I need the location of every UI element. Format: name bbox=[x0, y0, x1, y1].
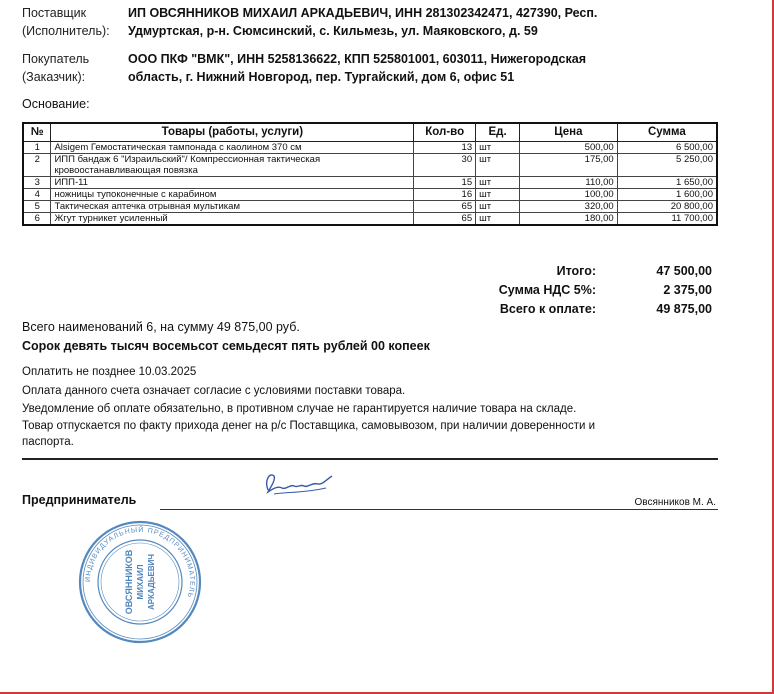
table-row bbox=[23, 141, 717, 153]
stamp-ring-text: ИНДИВИДУАЛЬНЫЙ ПРЕДПРИНИМАТЕЛЬ bbox=[84, 526, 196, 599]
payment-deadline: Оплатить не позднее 10.03.2025 bbox=[22, 366, 197, 378]
table-row bbox=[23, 200, 717, 212]
cell-price: 110,00 bbox=[520, 176, 618, 188]
signature-line bbox=[160, 509, 718, 510]
cell-qty: 16 bbox=[414, 188, 476, 200]
cell-qty: 13 bbox=[414, 141, 476, 153]
signer-name: Овсянников М. А. bbox=[634, 497, 716, 508]
cell-qty: 65 bbox=[414, 212, 476, 225]
cell-sum: 6 500,00 bbox=[617, 141, 717, 153]
totals-block bbox=[440, 262, 718, 319]
cell-name: Жгут турникет усиленный bbox=[51, 212, 414, 225]
supplier-value-line1: ИП ОВСЯННИКОВ МИХАИЛ АРКАДЬЕВИЧ, ИНН 281302342471, 427390, Респ. bbox=[128, 6, 598, 20]
stamp-center-line3: АРКАДЬЕВИЧ bbox=[147, 553, 156, 611]
cell-price: 100,00 bbox=[520, 188, 618, 200]
summary-amount-words: Сорок девять тысяч восемьсот семьдесят пять рублей 00 копеек bbox=[22, 339, 430, 353]
cell-qty: 65 bbox=[414, 200, 476, 212]
table-row bbox=[23, 188, 717, 200]
items-table bbox=[22, 122, 718, 226]
divider bbox=[22, 458, 718, 460]
buyer-label: Покупатель bbox=[22, 52, 90, 66]
vat-value: 2 375,00 bbox=[663, 283, 712, 297]
cell-price: 320,00 bbox=[520, 200, 618, 212]
stamp-center-line2: МИХАИЛ bbox=[136, 564, 145, 600]
cell-num: 1 bbox=[23, 141, 51, 153]
cell-num: 3 bbox=[23, 176, 51, 188]
stamp-center-line1: ОВСЯННИКОВ bbox=[124, 549, 134, 615]
supplier-value-line2: Удмуртская, р-н. Сюмсинский, с. Кильмезь, ул. Маяковского, д. 59 bbox=[128, 24, 538, 38]
round-stamp bbox=[76, 518, 204, 646]
cell-unit: шт bbox=[476, 188, 520, 200]
buyer-value-line1: ООО ПКФ "ВМК", ИНН 5258136622, КПП 525801001, 603011, Нижегородская bbox=[128, 52, 586, 66]
cell-sum: 11 700,00 bbox=[617, 212, 717, 225]
shipment-note-line1: Товар отпускается по факту прихода денег на р/с Поставщика, самовывозом, при наличии доверенности и bbox=[22, 420, 596, 432]
cell-name: ИПП бандаж 6 "Израильский"/ Компрессионная тактическая кровоостанавливающая повязка bbox=[51, 153, 414, 176]
supplier-label-sub: (Исполнитель): bbox=[22, 24, 110, 38]
cell-name: ножницы тупоконечные с карабином bbox=[51, 188, 414, 200]
cell-unit: шт bbox=[476, 141, 520, 153]
handwritten-signature bbox=[256, 466, 340, 500]
summary-count: Всего наименований 6, на сумму 49 875,00 руб. bbox=[22, 320, 300, 334]
header-goods: Товары (работы, услуги) bbox=[51, 123, 414, 141]
shipment-note bbox=[22, 418, 712, 450]
cell-price: 180,00 bbox=[520, 212, 618, 225]
header-price: Цена bbox=[520, 123, 618, 141]
payment-notice: Уведомление об оплате обязательно, в противном случае не гарантируется наличие товара на складе. bbox=[22, 403, 577, 415]
cell-unit: шт bbox=[476, 212, 520, 225]
cell-qty: 15 bbox=[414, 176, 476, 188]
table-row bbox=[23, 153, 717, 176]
header-unit: Ед. bbox=[476, 123, 520, 141]
header-sum: Сумма bbox=[617, 123, 717, 141]
cell-name: ИПП-11 bbox=[51, 176, 414, 188]
header-num: № bbox=[23, 123, 51, 141]
table-header-row bbox=[23, 123, 717, 141]
shipment-note-line2: паспорта. bbox=[22, 436, 74, 448]
signer-role: Предприниматель bbox=[22, 493, 137, 507]
cell-sum: 1 650,00 bbox=[617, 176, 717, 188]
pay-label: Всего к оплате: bbox=[499, 302, 596, 316]
total-row bbox=[440, 262, 718, 281]
buyer-label-sub: (Заказчик): bbox=[22, 70, 86, 84]
cell-unit: шт bbox=[476, 153, 520, 176]
cell-num: 4 bbox=[23, 188, 51, 200]
header-qty: Кол-во bbox=[414, 123, 476, 141]
cell-name: Alsigem Гемостатическая тампонада с каолином 370 см bbox=[51, 141, 414, 153]
cell-price: 175,00 bbox=[520, 153, 618, 176]
cell-num: 6 bbox=[23, 212, 51, 225]
vat-row bbox=[440, 281, 718, 300]
basis-label: Основание: bbox=[22, 97, 90, 111]
cell-name: Тактическая аптечка отрывная мультикам bbox=[51, 200, 414, 212]
total-value: 47 500,00 bbox=[656, 264, 712, 278]
cell-sum: 5 250,00 bbox=[617, 153, 717, 176]
pay-row bbox=[440, 300, 718, 319]
buyer-block bbox=[22, 50, 728, 86]
buyer-value-line2: область, г. Нижний Новгород, пер. Тургайский, дом 6, офис 51 bbox=[128, 70, 515, 84]
cell-num: 5 bbox=[23, 200, 51, 212]
cell-sum: 20 800,00 bbox=[617, 200, 717, 212]
table-row bbox=[23, 212, 717, 225]
cell-num: 2 bbox=[23, 153, 51, 176]
cell-unit: шт bbox=[476, 176, 520, 188]
agreement-note: Оплата данного счета означает согласие с условиями поставки товара. bbox=[22, 385, 406, 397]
pay-value: 49 875,00 bbox=[656, 302, 712, 316]
supplier-label: Поставщик bbox=[22, 6, 87, 20]
total-label: Итого: bbox=[556, 264, 596, 278]
cell-price: 500,00 bbox=[520, 141, 618, 153]
cell-qty: 30 bbox=[414, 153, 476, 176]
cell-unit: шт bbox=[476, 200, 520, 212]
vat-label: Сумма НДС 5%: bbox=[498, 283, 596, 297]
supplier-block bbox=[22, 4, 728, 40]
cell-sum: 1 600,00 bbox=[617, 188, 717, 200]
table-row bbox=[23, 176, 717, 188]
